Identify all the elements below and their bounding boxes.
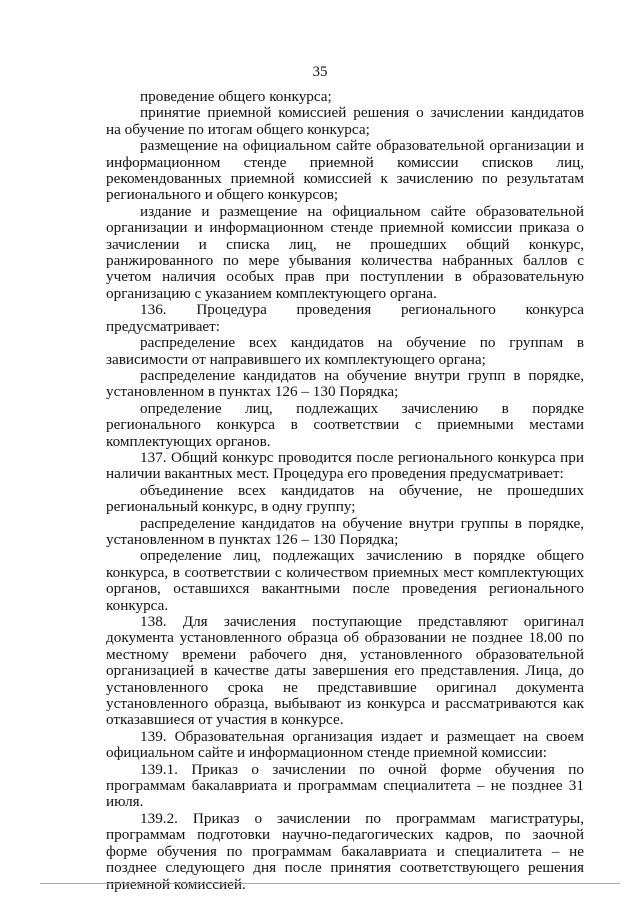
paragraph-136-groups: распределение всех кандидатов на обучение по группам в зависимости от направившего их комплектующего органа; [106,334,584,368]
paragraph-general-contest: проведение общего конкурса; [140,88,332,105]
paragraph-139-1: 139.1. Приказ о зачислении по очной форме обучения по программам бакалавриата и программам специалитета – не позднее 31 июля. [106,760,584,811]
paragraph-posting-lists: размещение на официальном сайте образовательной организации и информационном стенде приемной комиссии списков лиц, рекомендованных приемной комиссией к зачислению по результатам регионального и общего конкурсов; [106,137,584,204]
paragraph-commission-decision: принятие приемной комиссией решения о зачислении кандидатов на обучение по итогам общего конкурса; [106,104,584,138]
paragraph-136-ranking: распределение кандидатов на обучение внутри групп в порядке, установленном в пунктах 126 – 130 Порядка; [106,366,584,401]
paragraph-139: 139. Образовательная организация издает и размещает на своем официальном сайте и информационном стенде приемной комиссии: [106,727,584,762]
paragraph-137-selection: определение лиц, подлежащих зачислению в порядке общего конкурса, в соответствии с количеством приемных мест комплектующих органов, оставшихся вакантными после проведения регионального конкурса. [106,547,584,614]
page-number: 35 [312,64,328,80]
paragraph-order-issuing: издание и размещение на официальном сайте образовательной организации и информационном стенде приемной комиссии приказа о зачислении и списка лиц, не прошедших общий конкурс, ранжированного по мере убывания количества набранных баллов с учетом наличия особых прав при поступлении в образовательную организацию с указанием комплектующего органа. [106,202,584,302]
paragraph-137: 137. Общий конкурс проводится после регионального конкурса при наличии вакантных мест. Процедура его проведения предусматривает: [106,448,584,483]
paragraph-137-ranking: распределение кандидатов на обучение внутри группы в порядке, установленном в пунктах 126 – 130 Порядка; [106,514,584,548]
document-body [106,89,584,893]
paragraph-136: 136. Процедура проведения регионального конкурса предусматривает: [106,301,584,335]
bottom-scan-line [40,883,620,884]
paragraph-139-2: 139.2. Приказ о зачислении по программам магистратуры, программам подготовки научно-педагогических кадров, по заочной форме обучения по программам бакалавриата и специалитета – не позднее следующего дня после принятия соответствующего решения приемной комиссией. [106,809,584,893]
paragraph-136-selection: определение лиц, подлежащих зачислению в порядке регионального конкурса в соответствии с приемными местами комплектующих органов. [106,399,584,450]
paragraph-138: 138. Для зачисления поступающие представляют оригинал документа установленного образца об образовании не позднее 18.00 по местному времени рабочего дня, установленного образовательной организацией в качестве даты завершения его представления. Лица, до установленного срока не представившие оригинал документа установленного образца, выбывают из конкурса и рассматриваются как отказавшиеся от участия в конкурсе. [106,613,584,729]
paragraph-137-merge: объединение всех кандидатов на обучение, не прошедших региональный конкурс, в одну группу; [106,481,584,516]
